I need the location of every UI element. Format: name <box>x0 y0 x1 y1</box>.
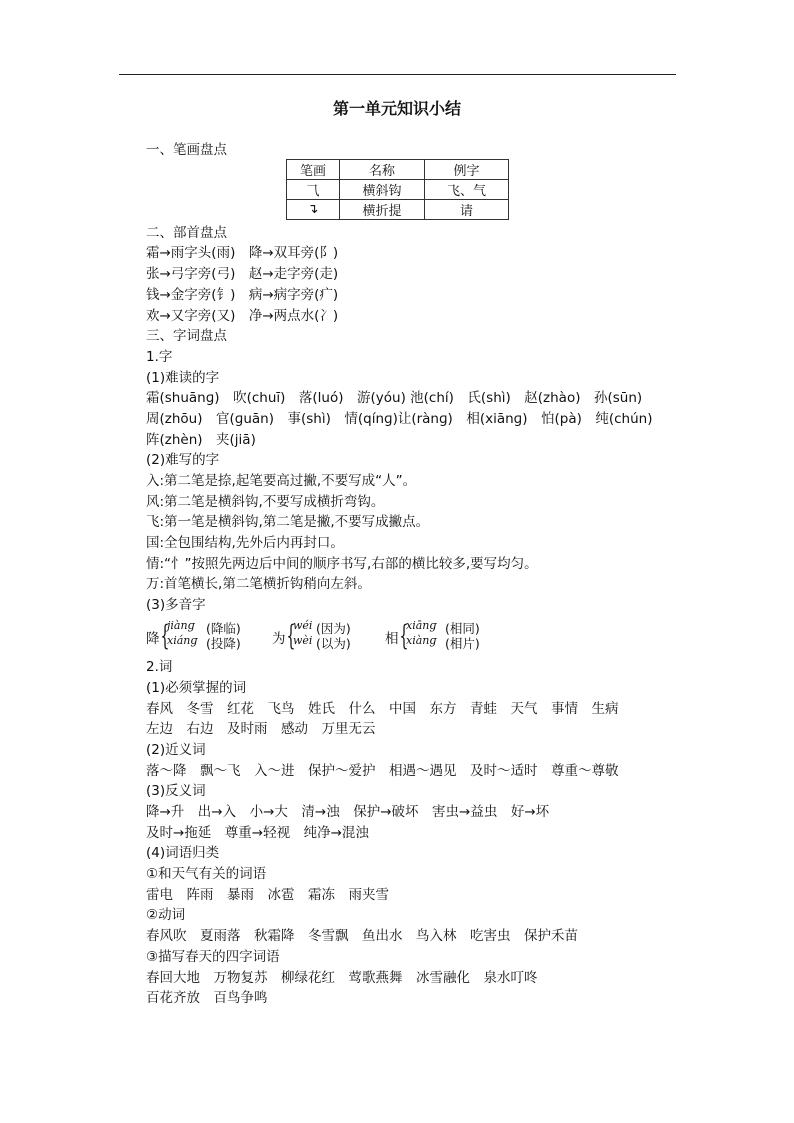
text-line: (1)难读的字 <box>146 369 220 386</box>
text-line: ①和天气有关的词语 <box>146 866 267 883</box>
polyphone-group <box>385 618 495 656</box>
text-line: 左边 右边 及时雨 感动 万里无云 <box>146 721 376 738</box>
text-line: 落～降 飘～飞 入～进 保护～爱护 相遇～遇见 及时～适时 尊重～尊敬 <box>146 762 619 779</box>
polyphone-char: 相 <box>385 631 399 647</box>
text-line: 二、部首盘点 <box>146 224 227 241</box>
stroke-glyph: ↴ <box>287 200 340 220</box>
text-line: (2)难写的字 <box>146 452 220 469</box>
text-line: (2)近义词 <box>146 741 206 758</box>
table-row <box>287 200 509 220</box>
text-line: (4)词语归类 <box>146 845 220 862</box>
brace-icon: { <box>160 619 170 652</box>
text-line: 霜→雨字头(雨) 降→双耳旁(阝) <box>146 245 339 262</box>
stroke-name: 横折提 <box>340 200 425 220</box>
table-row <box>287 180 509 200</box>
text-line: 张→弓字旁(弓) 赵→走字旁(走) <box>146 266 339 283</box>
text-line: 一、笔画盘点 <box>146 142 227 158</box>
text-line: 春风 冬雪 红花 飞鸟 姓氏 什么 中国 东方 青蛙 天气 事情 生病 <box>146 700 619 717</box>
text-line: 春回大地 万物复苏 柳绿花红 莺歌燕舞 冰雪融化 泉水叮咚 <box>146 969 538 986</box>
text-line: (3)反义词 <box>146 783 206 800</box>
brace-icon: { <box>399 619 409 652</box>
text-line: 欢→又字旁(又) 净→两点水(冫) <box>146 307 339 324</box>
text-line: 钱→金字旁(钅) 病→病字旁(疒) <box>146 286 339 303</box>
reading-meaning: (相同) <box>445 621 480 636</box>
reading-meaning: (以为) <box>316 636 351 651</box>
text-line: (3)多音字 <box>146 597 206 614</box>
stroke-table <box>286 159 509 220</box>
text-line: 周(zhōu) 官(ɡuān) 事(shì) 情(qínɡ)让(rànɡ) 相(xiānɡ) 怕(pà) 纯(chún) <box>146 410 653 427</box>
text-line: 万:首笔横长,第二笔横折钩稍向左斜。 <box>146 576 371 593</box>
text-line: 春风吹 夏雨落 秋霜降 冬雪飘 鱼出水 鸟入林 吃害虫 保护禾苗 <box>146 928 578 945</box>
polyphone-group <box>272 618 372 656</box>
stroke-example: 飞、气 <box>425 180 509 200</box>
brace-icon: { <box>286 619 296 652</box>
table-header-row <box>287 160 509 180</box>
pinyin: wèi <box>293 634 313 647</box>
text-line: 国:全包围结构,先外后内再封口。 <box>146 535 344 552</box>
reading-meaning: (因为) <box>316 621 351 636</box>
text-line: 1.字 <box>146 348 173 365</box>
pinyin: wéi <box>293 619 313 632</box>
polyphone-group <box>146 618 256 656</box>
pinyin: jiànɡ <box>167 619 195 632</box>
text-line: 风:第二笔是横斜钩,不要写成横折弯钩。 <box>146 493 385 510</box>
text-line: 2.词 <box>146 659 173 676</box>
text-line: 情:“忄”按照先两边后中间的顺序书写,右部的横比较多,要写均匀。 <box>146 555 538 572</box>
reading-meaning: (相片) <box>445 636 480 651</box>
pinyin: xiánɡ <box>167 634 198 647</box>
page-title: 第一单元知识小结 <box>332 99 461 118</box>
text-line: 降→升 出→入 小→大 清→浊 保护→破坏 害虫→益虫 好→坏 <box>146 804 550 820</box>
text-line: 阵(zhèn) 夹(jiā) <box>146 431 256 448</box>
text-line: 入:第二笔是捺,起笔要高过撇,不要写成“人”。 <box>146 473 417 489</box>
stroke-name: 横斜钩 <box>340 180 425 200</box>
text-line: 百花齐放 百鸟争鸣 <box>146 990 268 1007</box>
reading-meaning: (降临) <box>206 621 241 636</box>
document-body <box>146 140 666 1009</box>
text-line: 霜(shuānɡ) 吹(chuī) 落(luó) 游(yóu) 池(chí) 氏(shì) 赵(zhào) 孙(sūn) <box>146 390 643 407</box>
text-line: 飞:第一笔是横斜钩,第二笔是撇,不要写成撇点。 <box>146 514 430 531</box>
pinyin: xiānɡ <box>406 619 437 632</box>
text-line: 雷电 阵雨 暴雨 冰雹 霜冻 雨夹雪 <box>146 886 389 903</box>
table-header-cell: 例字 <box>425 160 509 180</box>
polyphone-char: 降 <box>146 631 160 647</box>
text-line: 三、字词盘点 <box>146 328 227 345</box>
stroke-glyph: ⺄ <box>287 180 340 200</box>
header-rule <box>119 74 676 75</box>
text-line: ③描写春天的四字词语 <box>146 948 280 965</box>
text-line: 及时→拖延 尊重→轻视 纯净→混浊 <box>146 824 369 841</box>
text-line: (1)必须掌握的词 <box>146 679 247 696</box>
polyphone-char: 为 <box>272 631 286 647</box>
reading-meaning: (投降) <box>206 636 241 651</box>
pinyin: xiànɡ <box>406 634 437 647</box>
stroke-example: 请 <box>425 200 509 220</box>
table-header-cell: 名称 <box>340 160 425 180</box>
text-line: ②动词 <box>146 907 186 924</box>
table-header-cell: 笔画 <box>287 160 340 180</box>
